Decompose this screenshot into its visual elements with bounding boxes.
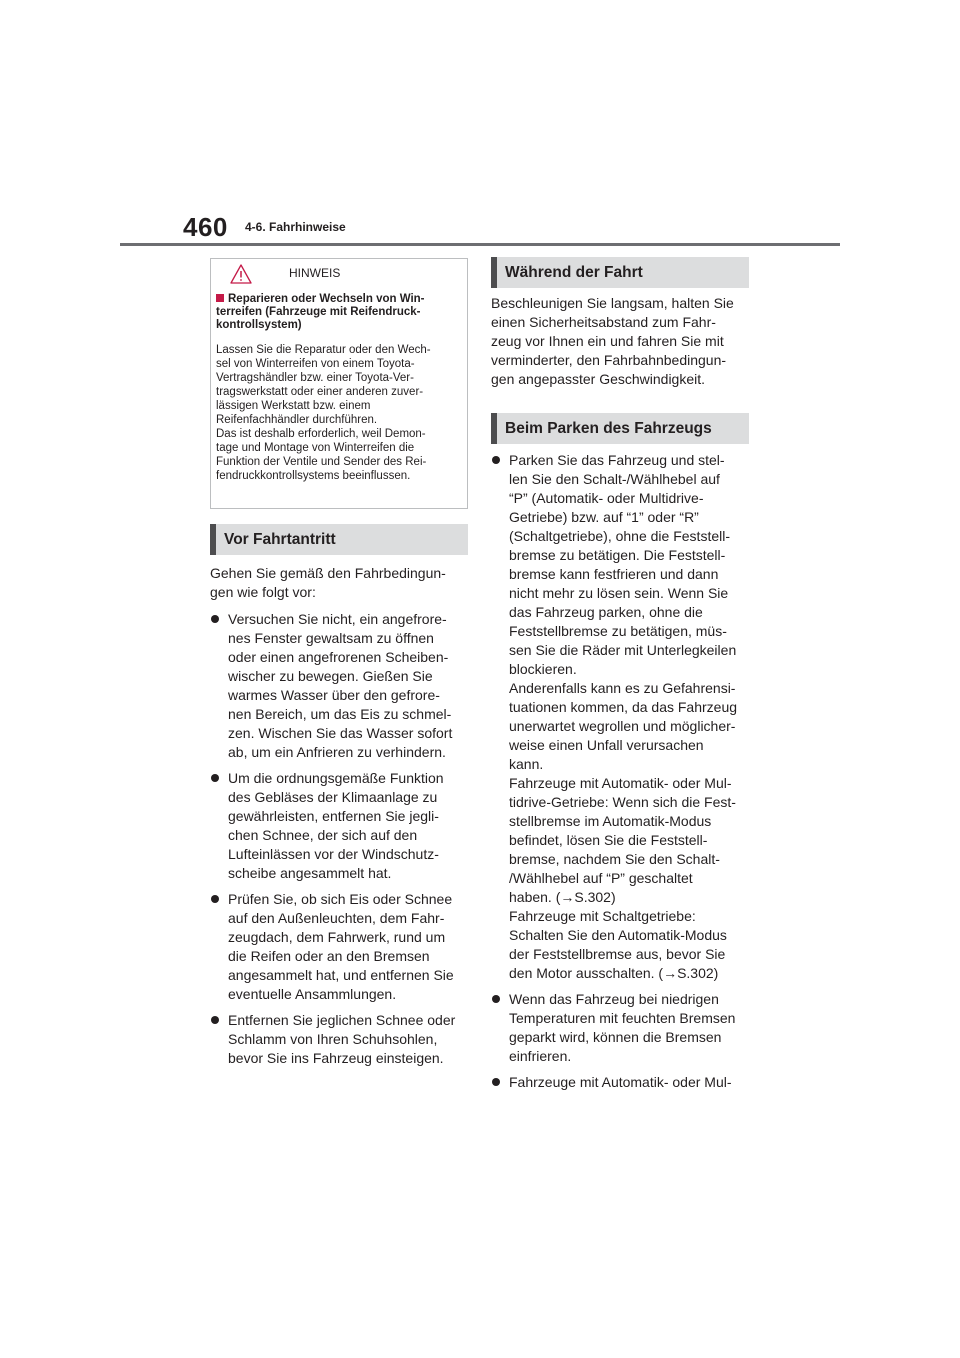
driving-paragraph: Beschleunigen Sie langsam, halten Sie einen Sicherheitsabstand zum Fahr- zeug vor Ihnen ein und fahren Sie mit verminderter, den Fahrbahnbedingun- gen angepasster Geschwindigkeit.	[491, 295, 734, 387]
heading-before-driving: Vor Fahrtantritt	[210, 524, 468, 555]
list-item-text: Wenn das Fahrzeug bei niedrigen Temperaturen mit feuchten Bremsen geparkt wird, können die Bremsen einfrieren.	[509, 991, 736, 1064]
left-column	[210, 564, 472, 1075]
list-item-text: Prüfen Sie, ob sich Eis oder Schnee auf den Außenleuchten, dem Fahr- zeugdach, dem Fahrwerk, rund um die Reifen oder an den Bremsen angesammelt hat, und entfernen Sie eventuelle Ansammlungen.	[228, 891, 454, 1002]
left-bullet-list	[210, 610, 472, 1068]
caution-label: HINWEIS	[289, 266, 341, 280]
caution-heading	[216, 293, 461, 332]
bullet-dot-icon	[492, 1078, 500, 1086]
red-square-marker-icon	[216, 294, 224, 302]
bullet-dot-icon	[211, 895, 219, 903]
bullet-dot-icon	[211, 774, 219, 782]
list-item-text: Entfernen Sie jeglichen Schnee oder Schlamm von Ihren Schuhsohlen, bevor Sie ins Fahrzeug einsteigen.	[228, 1012, 456, 1066]
list-item	[210, 769, 472, 883]
right-driving-text	[491, 294, 753, 389]
caution-box	[210, 258, 468, 509]
list-item	[210, 1011, 472, 1068]
section-title: 4-6. Fahrhinweise	[245, 220, 346, 234]
caution-body	[216, 343, 464, 483]
right-column	[491, 451, 753, 1099]
header-rule	[120, 243, 840, 246]
list-item	[491, 1073, 753, 1092]
list-item-text: Fahrzeuge mit Automatik- oder Mul-	[509, 1074, 732, 1090]
caution-body-text: Lassen Sie die Reparatur oder den Wech- sel von Winterreifen von einem Toyota- Vertragshändler bzw. einer Toyota-Ver- tragswerkstatt oder einer anderen zuver- lässigen Werkstatt bzw. einem Reifenfachhändler durchführen. Das ist deshalb erforderlich, weil Demon- tage und Montage von Winterreifen die Funktion der Ventile und Sender des Rei- fendruckkontrollsystems beeinflussen.	[216, 344, 431, 482]
list-item	[491, 990, 753, 1066]
list-item	[210, 610, 472, 762]
list-item	[491, 451, 753, 983]
bullet-dot-icon	[211, 615, 219, 623]
caution-heading-text: Reparieren oder Wechseln von Win- terreifen (Fahrzeuge mit Reifendruck- kontrollsystem)	[216, 293, 425, 331]
right-bullet-list	[491, 451, 753, 1092]
list-item-text: Um die ordnungsgemäße Funktion des Gebläses der Klimaanlage zu gewährleisten, entfernen Sie jegli- chen Schnee, der sich auf den Lufteinlässen vor der Windschutz- scheibe angesammelt hat.	[228, 770, 444, 881]
list-item-text: Versuchen Sie nicht, ein angefrore- nes Fenster gewaltsam zu öffnen oder einen angefrorenen Scheiben- wischer zu bewegen. Gießen Sie warmes Wasser über den gefrore- nen Bereich, um das Eis zu schmel- zen. Wischen Sie das Wasser sofort ab, um ein Anfrieren zu verhindern.	[228, 611, 453, 760]
bullet-dot-icon	[211, 1016, 219, 1024]
bullet-dot-icon	[492, 456, 500, 464]
left-intro: Gehen Sie gemäß den Fahrbedingun- gen wie folgt vor:	[210, 565, 446, 600]
list-item-text: Parken Sie das Fahrzeug und stel- len Sie den Schalt-/Wählhebel auf “P” (Automatik- oder Multidrive- Getriebe) bzw. auf “1” oder “R” (Schaltgetriebe), ohne die Feststell- bremse zu betätigen. Die Feststell- bremse kann festfrieren und dann nicht mehr zu lösen sein. Wenn Sie das Fahrzeug parken, ohne die Feststellbremse zu betätigen, müs- sen Sie die Räder mit Unterlegkeilen blockieren. Anderenfalls kann es zu Gefahrensi- tuationen kommen, da das Fahrzeug unerwartet wegrollen und möglicher- weise einen Unfall verursachen kann. Fahrzeuge mit Automatik- oder Mul- tidrive-Getriebe: Wenn sich die Fest- stellbremse im Automatik-Modus befindet, lösen Sie die Feststell- bremse, nachdem Sie den Schalt- /Wählhebel auf “P” geschaltet haben. (→S.302) Fahrzeuge mit Schaltgetriebe: Schalten Sie den Automatik-Modus der Feststellbremse aus, bevor Sie den Motor ausschalten. (→S.302)	[509, 452, 738, 981]
heading-parking: Beim Parken des Fahrzeugs	[491, 413, 749, 444]
list-item	[210, 890, 472, 1004]
bullet-dot-icon	[492, 995, 500, 1003]
warning-triangle-icon	[229, 263, 253, 290]
page-number: 460	[183, 212, 228, 242]
heading-while-driving: Während der Fahrt	[491, 257, 749, 288]
